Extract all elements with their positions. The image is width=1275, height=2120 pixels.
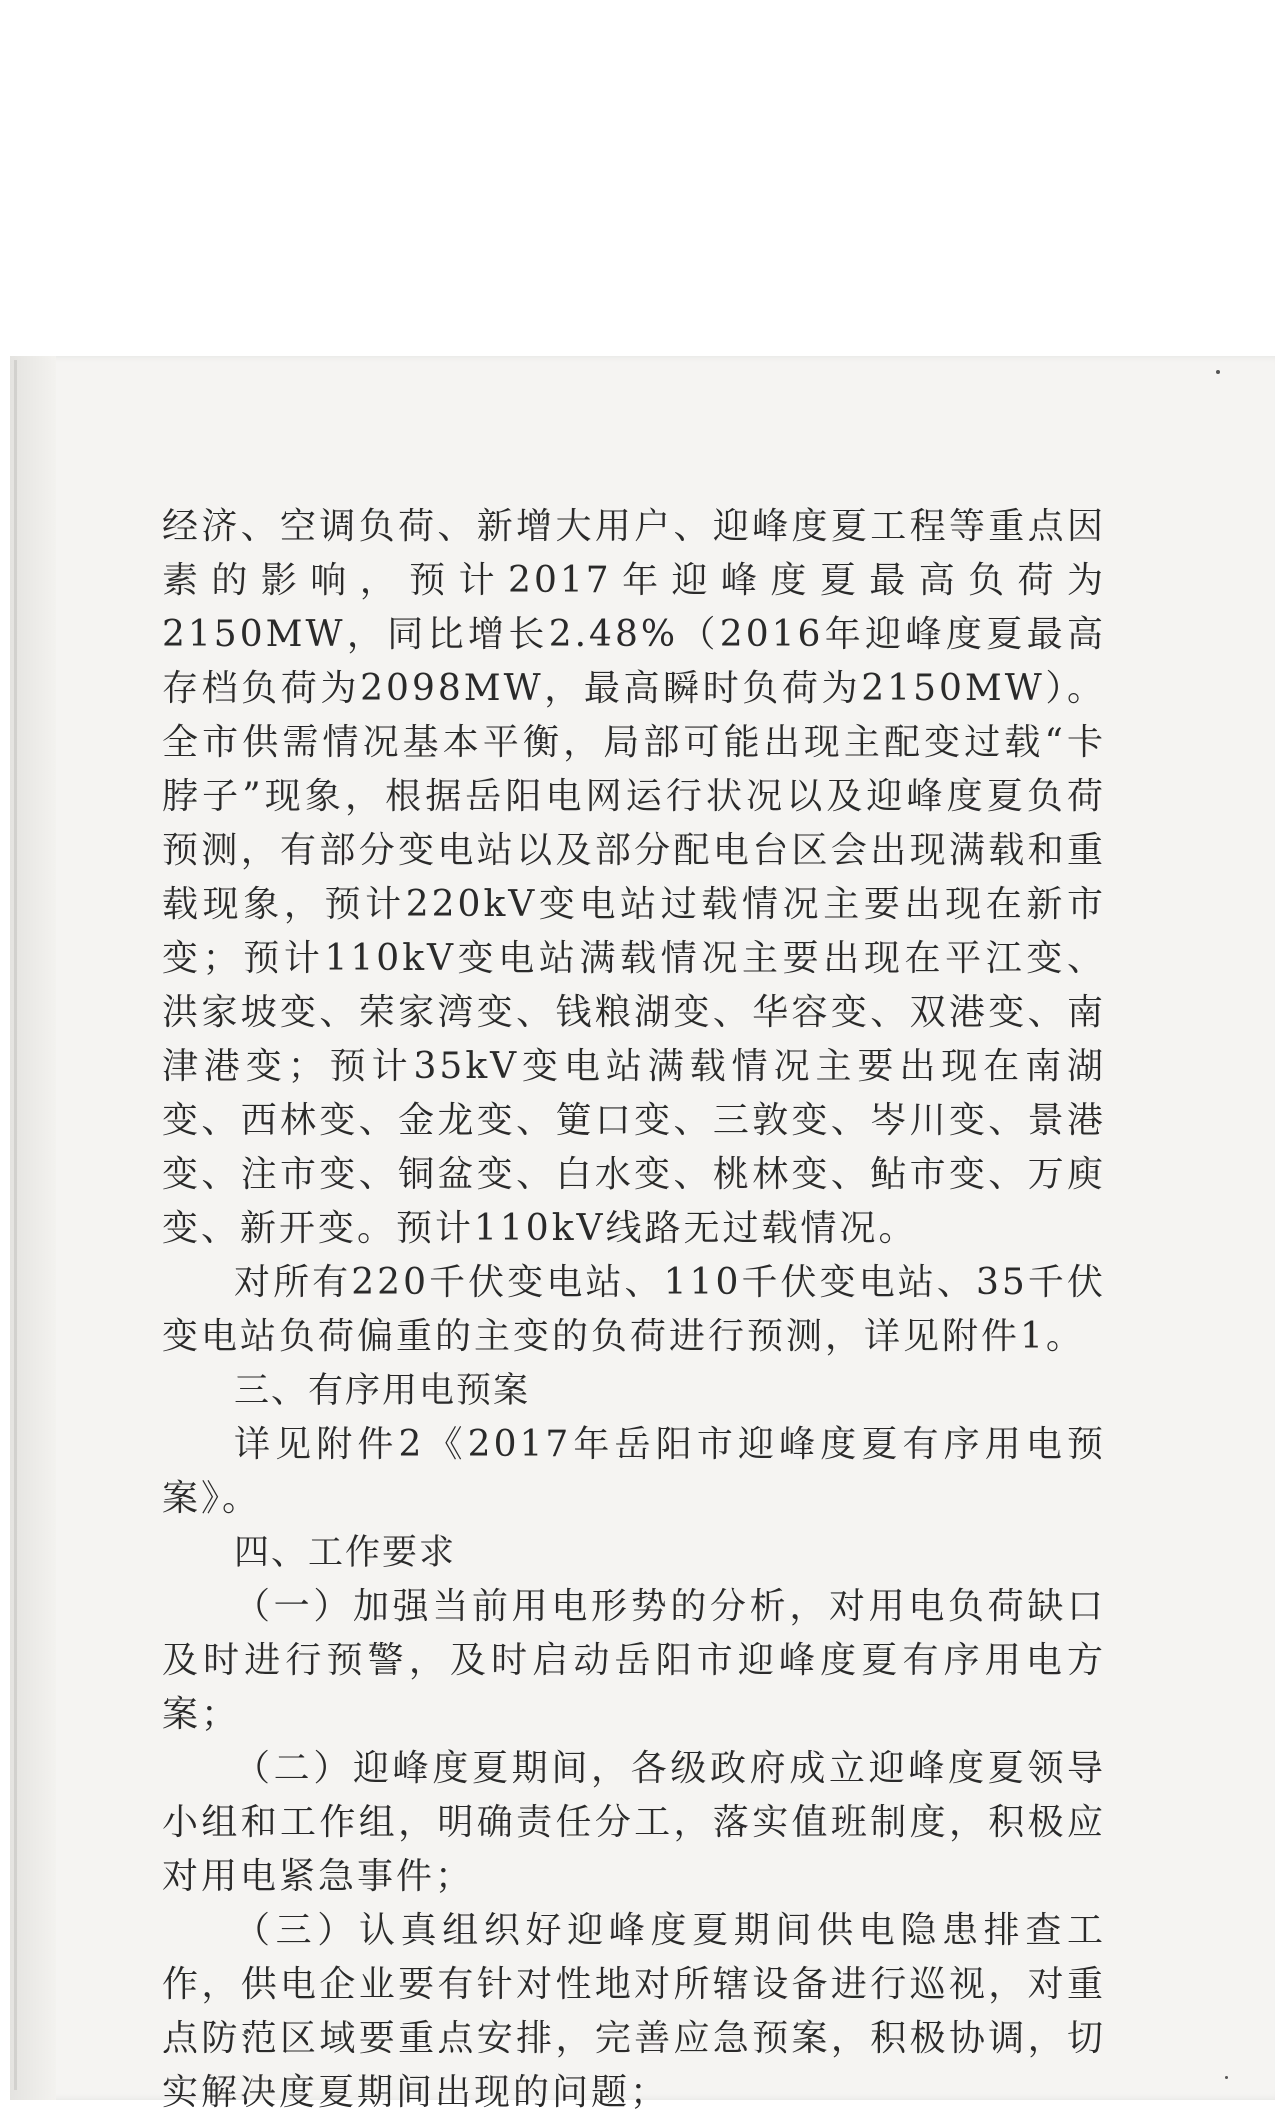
section-heading-3: 三、有序用电预案 [234,1371,531,1411]
paragraph-load-forecast: 经济、空调负荷、新增大用户、迎峰度夏工程等重点因素的影响，预计2017年迎峰度夏最高负荷为2150MW，同比增长2.48%（2016年迎峰度夏最高存档负荷为2098MW，最高瞬时负荷为2150MW）。全市供需情况基本平衡，局部可能出现主配变过载“卡脖子”现象，根据岳阳电网运行状况以及迎峰度夏负荷预测，有部分变电站以及部分配电台区会出现满载和重载现象，预计220kV变电站过载情况主要出现在新市变；预计110kV变电站满载情况主要出现在平江变、洪家坡变、荣家湾变、钱粮湖变、华容变、双港变、南津港变；预计35kV变电站满载情况主要出现在南湖变、西林变、金龙变、筻口变、三敦变、岑川变、景港变、注市变、铜盆变、白水变、桃林变、鲇市变、万庾变、新开变。预计110kV线路无过载情况。 [162,506,1106,1249]
requirement-item-3: （三）认真组织好迎峰度夏期间供电隐患排查工作，供电企业要有针对性地对所辖设备进行巡视，对重点防范区域要重点安排，完善应急预案，积极协调，切实解决度夏期间出现的问题； [162,1910,1106,2113]
section-heading-4: 四、工作要求 [234,1533,457,1573]
scan-speck [1216,370,1220,374]
page-fold-line [14,360,17,2090]
paragraph-attachment-2: 详见附件2《2017年岳阳市迎峰度夏有序用电预案》。 [162,1424,1106,1519]
requirement-item-1: （一）加强当前用电形势的分析，对用电负荷缺口及时进行预警，及时启动岳阳市迎峰度夏有序用电方案； [162,1586,1106,1735]
requirement-item-2: （二）迎峰度夏期间，各级政府成立迎峰度夏领导小组和工作组，明确责任分工，落实值班制度，积极应对用电紧急事件； [162,1748,1106,1897]
paragraph-transformer-forecast: 对所有220千伏变电站、110千伏变电站、35千伏变电站负荷偏重的主变的负荷进行预测，详见附件1。 [162,1262,1106,1357]
document-body [162,500,1106,2120]
scan-speck [1225,2076,1228,2079]
